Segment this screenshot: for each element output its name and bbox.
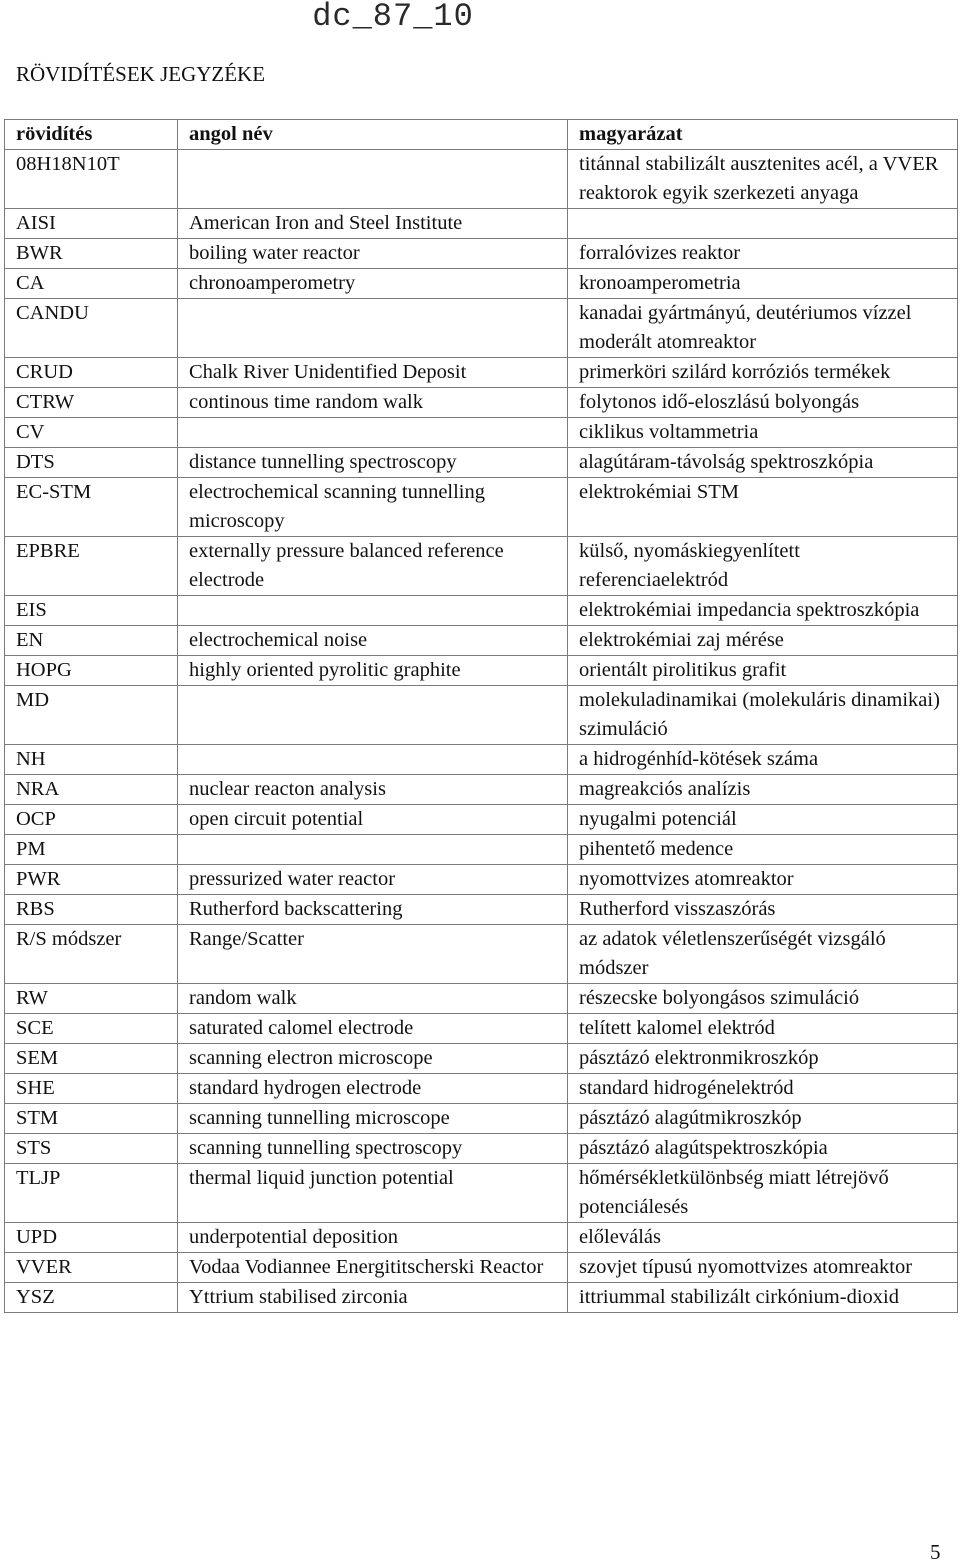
cell-english-name: Vodaa Vodiannee Energititscherski Reactor — [178, 1253, 568, 1283]
table-row — [5, 895, 958, 925]
cell-english-name: scanning electron microscope — [178, 1044, 568, 1074]
table-row — [5, 418, 958, 448]
table-row — [5, 984, 958, 1014]
cell-abbreviation: HOPG — [5, 656, 178, 686]
cell-explanation: részecske bolyongásos szimuláció — [568, 984, 958, 1014]
cell-abbreviation: CANDU — [5, 299, 178, 358]
table-row — [5, 1283, 958, 1313]
cell-english-name: highly oriented pyrolitic graphite — [178, 656, 568, 686]
cell-explanation: orientált pirolitikus grafit — [568, 656, 958, 686]
table-row — [5, 1074, 958, 1104]
header-explanation: magyarázat — [568, 120, 958, 150]
cell-explanation: telített kalomel elektród — [568, 1014, 958, 1044]
header-abbreviation: rövidítés — [5, 120, 178, 150]
cell-abbreviation: EC-STM — [5, 478, 178, 537]
cell-explanation: szovjet típusú nyomottvizes atomreaktor — [568, 1253, 958, 1283]
cell-abbreviation: BWR — [5, 239, 178, 269]
table-row — [5, 358, 958, 388]
cell-english-name — [178, 150, 568, 209]
document-id: dc_87_10 — [312, 0, 474, 35]
cell-english-name — [178, 596, 568, 626]
cell-explanation: Rutherford visszaszórás — [568, 895, 958, 925]
table-row — [5, 239, 958, 269]
table-row — [5, 596, 958, 626]
table-row — [5, 448, 958, 478]
cell-abbreviation: AISI — [5, 209, 178, 239]
cell-english-name: thermal liquid junction potential — [178, 1164, 568, 1223]
cell-explanation: titánnal stabilizált ausztenites acél, a VVER reaktorok egyik szerkezeti anyaga — [568, 150, 958, 209]
cell-abbreviation: CTRW — [5, 388, 178, 418]
cell-english-name: boiling water reactor — [178, 239, 568, 269]
cell-english-name: pressurized water reactor — [178, 865, 568, 895]
cell-abbreviation: RBS — [5, 895, 178, 925]
cell-abbreviation: STS — [5, 1134, 178, 1164]
cell-english-name: electrochemical scanning tunnelling microscopy — [178, 478, 568, 537]
table-body — [5, 150, 958, 1313]
cell-english-name: standard hydrogen electrode — [178, 1074, 568, 1104]
cell-english-name: open circuit potential — [178, 805, 568, 835]
cell-abbreviation: SHE — [5, 1074, 178, 1104]
cell-abbreviation: RW — [5, 984, 178, 1014]
cell-english-name — [178, 418, 568, 448]
cell-explanation: pásztázó alagútmikroszkóp — [568, 1104, 958, 1134]
table-row — [5, 745, 958, 775]
table-row — [5, 835, 958, 865]
abbreviation-table — [4, 119, 958, 1313]
page-number: 5 — [930, 1540, 941, 1564]
cell-english-name: saturated calomel electrode — [178, 1014, 568, 1044]
table-row — [5, 537, 958, 596]
cell-abbreviation: TLJP — [5, 1164, 178, 1223]
table-row — [5, 1164, 958, 1223]
cell-explanation: pihentető medence — [568, 835, 958, 865]
table-row — [5, 209, 958, 239]
cell-explanation — [568, 209, 958, 239]
cell-english-name: scanning tunnelling microscope — [178, 1104, 568, 1134]
cell-abbreviation: R/S módszer — [5, 925, 178, 984]
cell-english-name: scanning tunnelling spectroscopy — [178, 1134, 568, 1164]
cell-abbreviation: YSZ — [5, 1283, 178, 1313]
cell-explanation: előleválás — [568, 1223, 958, 1253]
cell-abbreviation: SEM — [5, 1044, 178, 1074]
cell-abbreviation: MD — [5, 686, 178, 745]
cell-abbreviation: 08H18N10T — [5, 150, 178, 209]
cell-explanation: hőmérsékletkülönbség miatt létrejövő potenciálesés — [568, 1164, 958, 1223]
cell-explanation: nyugalmi potenciál — [568, 805, 958, 835]
cell-explanation: elektrokémiai impedancia spektroszkópia — [568, 596, 958, 626]
table-row — [5, 269, 958, 299]
cell-abbreviation: PWR — [5, 865, 178, 895]
cell-explanation: magreakciós analízis — [568, 775, 958, 805]
cell-explanation: standard hidrogénelektród — [568, 1074, 958, 1104]
cell-abbreviation: NRA — [5, 775, 178, 805]
cell-english-name — [178, 745, 568, 775]
table-row — [5, 775, 958, 805]
cell-english-name: American Iron and Steel Institute — [178, 209, 568, 239]
table-row — [5, 1044, 958, 1074]
cell-explanation: nyomottvizes atomreaktor — [568, 865, 958, 895]
cell-abbreviation: PM — [5, 835, 178, 865]
table-row — [5, 1253, 958, 1283]
table-row — [5, 478, 958, 537]
cell-english-name: distance tunnelling spectroscopy — [178, 448, 568, 478]
cell-explanation: külső, nyomáskiegyenlített referenciaelektród — [568, 537, 958, 596]
cell-explanation: kronoamperometria — [568, 269, 958, 299]
cell-english-name: random walk — [178, 984, 568, 1014]
table-row — [5, 1104, 958, 1134]
cell-explanation: pásztázó alagútspektroszkópia — [568, 1134, 958, 1164]
table-row — [5, 1134, 958, 1164]
cell-explanation: az adatok véletlenszerűségét vizsgáló módszer — [568, 925, 958, 984]
table-row — [5, 925, 958, 984]
table-row — [5, 388, 958, 418]
cell-abbreviation: CRUD — [5, 358, 178, 388]
cell-abbreviation: DTS — [5, 448, 178, 478]
page-title: RÖVIDÍTÉSEK JEGYZÉKE — [16, 62, 266, 86]
cell-english-name: Chalk River Unidentified Deposit — [178, 358, 568, 388]
cell-english-name: nuclear reacton analysis — [178, 775, 568, 805]
table-header-row — [5, 120, 958, 150]
cell-english-name: continous time random walk — [178, 388, 568, 418]
cell-explanation: kanadai gyártmányú, deutériumos vízzel moderált atomreaktor — [568, 299, 958, 358]
table-row — [5, 686, 958, 745]
table-row — [5, 150, 958, 209]
cell-english-name: externally pressure balanced reference electrode — [178, 537, 568, 596]
cell-explanation: elektrokémiai STM — [568, 478, 958, 537]
cell-abbreviation: OCP — [5, 805, 178, 835]
cell-explanation: primerköri szilárd korróziós termékek — [568, 358, 958, 388]
cell-english-name: Range/Scatter — [178, 925, 568, 984]
cell-english-name: electrochemical noise — [178, 626, 568, 656]
cell-english-name: Rutherford backscattering — [178, 895, 568, 925]
cell-abbreviation: CA — [5, 269, 178, 299]
cell-abbreviation: EIS — [5, 596, 178, 626]
cell-english-name — [178, 835, 568, 865]
cell-explanation: forralóvizes reaktor — [568, 239, 958, 269]
table-row — [5, 299, 958, 358]
cell-english-name: chronoamperometry — [178, 269, 568, 299]
cell-abbreviation: CV — [5, 418, 178, 448]
cell-explanation: folytonos idő-eloszlású bolyongás — [568, 388, 958, 418]
table-row — [5, 1223, 958, 1253]
table-row — [5, 805, 958, 835]
cell-explanation: a hidrogénhíd-kötések száma — [568, 745, 958, 775]
cell-abbreviation: EPBRE — [5, 537, 178, 596]
cell-english-name: underpotential deposition — [178, 1223, 568, 1253]
cell-abbreviation: VVER — [5, 1253, 178, 1283]
table-row — [5, 626, 958, 656]
cell-abbreviation: STM — [5, 1104, 178, 1134]
cell-explanation: alagútáram-távolság spektroszkópia — [568, 448, 958, 478]
cell-abbreviation: EN — [5, 626, 178, 656]
table-row — [5, 656, 958, 686]
table-row — [5, 865, 958, 895]
cell-explanation: pásztázó elektronmikroszkóp — [568, 1044, 958, 1074]
cell-english-name — [178, 686, 568, 745]
cell-english-name: Yttrium stabilised zirconia — [178, 1283, 568, 1313]
cell-explanation: ittriummal stabilizált cirkónium-dioxid — [568, 1283, 958, 1313]
cell-explanation: molekuladinamikai (molekuláris dinamikai) szimuláció — [568, 686, 958, 745]
cell-explanation: ciklikus voltammetria — [568, 418, 958, 448]
header-english-name: angol név — [178, 120, 568, 150]
cell-abbreviation: NH — [5, 745, 178, 775]
cell-abbreviation: SCE — [5, 1014, 178, 1044]
cell-english-name — [178, 299, 568, 358]
table-row — [5, 1014, 958, 1044]
cell-explanation: elektrokémiai zaj mérése — [568, 626, 958, 656]
cell-abbreviation: UPD — [5, 1223, 178, 1253]
